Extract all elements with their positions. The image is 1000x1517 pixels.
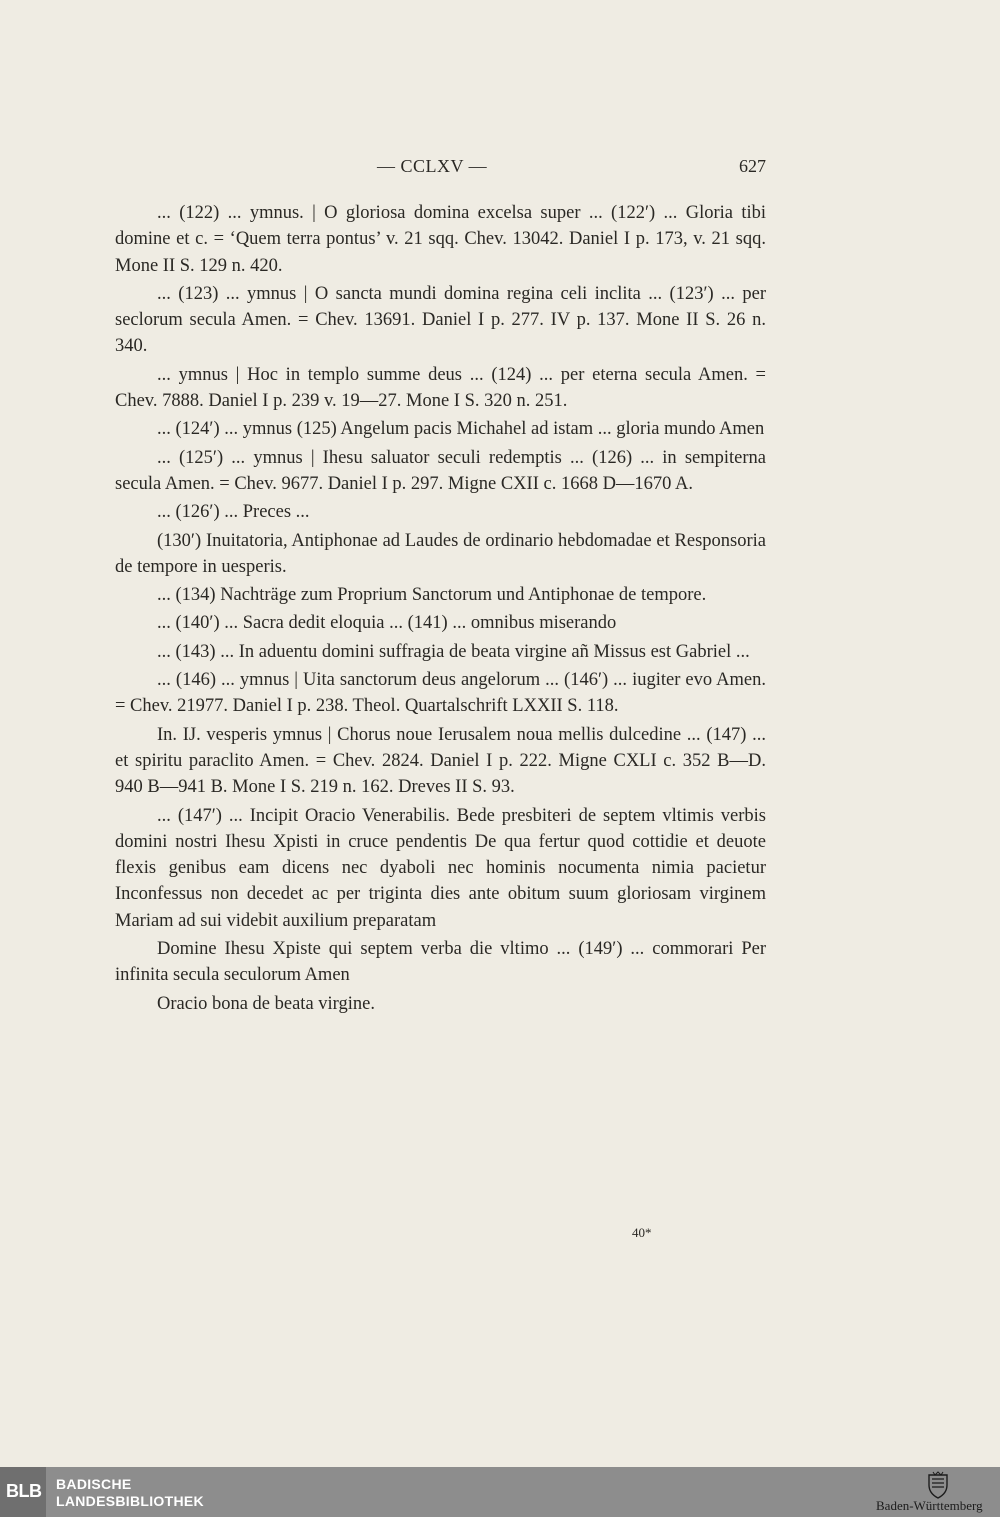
paragraph-149: Domine Ihesu Xpiste qui septem verba die vltimo ... (149′) ... commorari Per infinita secula seculorum Amen bbox=[115, 939, 766, 986]
paragraph-130: (130′) Inuitatoria, Antiphonae ad Laudes de ordinario hebdomadae et Responsoria de tempore in uesperis. bbox=[115, 530, 766, 577]
paragraph-126: ... (126′) ... Preces ... bbox=[157, 502, 310, 523]
paragraph-122: ... (122) ... ymnus. | O gloriosa domina excelsa super ... (122′) ... Gloria tibi domine et c. = ‘Quem terra pontus’ v. 21 sqq. Chev. 13042. Daniel I p. 173, v. 21 sqq. Mone II S. 129 n. 420. bbox=[115, 203, 766, 276]
paragraph-134: ... (134) Nachträge zum Proprium Sanctorum und Antiphonae de tempore. bbox=[157, 585, 707, 606]
signature-mark: 40* bbox=[632, 1225, 652, 1240]
paragraph-147b: ... (147′) ... Incipit Oracio Venerabilis. Bede presbiteri de septem vltimis verbis domini nostri Ihesu Xpisti in cruce pendentis De qua fertur quod cottidie et deuote flexis genibus eam dicens nec dyaboli nec hominis nocumenta nimia pacietur Inconfessus non decedet ac per triginta dies ante obitum suum gloriosam virginem Mariam ad sui videbit auxilium preparatam bbox=[115, 805, 766, 931]
paragraph-124b: ... (124′) ... ymnus (125) Angelum pacis Michahel ad istam ... gloria mundo Amen bbox=[157, 419, 765, 440]
paragraph-143: ... (143) ... In aduentu domini suffragia de beata virgine añ Missus est Gabriel ... bbox=[157, 641, 750, 662]
blb-logo-text: BLB bbox=[6, 1481, 42, 1501]
footer-bar bbox=[0, 1467, 1000, 1517]
library-name-line2: LANDESBIBLIOTHEK bbox=[56, 1493, 204, 1509]
paragraph-oracio: Oracio bona de beata virgine. bbox=[157, 993, 375, 1014]
paragraph-124: ... ymnus | Hoc in templo summe deus ... (124) ... per eterna secula Amen. = Chev. 7888. Daniel I p. 239 v. 19—27. Mone I S. 320 n. 251. bbox=[115, 364, 766, 412]
library-name-line1: BADISCHE bbox=[56, 1476, 132, 1492]
baden-wuerttemberg-crest-icon bbox=[926, 1471, 950, 1499]
paragraph-123: ... (123) ... ymnus | O sancta mundi domina regina celi inclita ... (123′) ... per seclorum secula Amen. = Chev. 13691. Daniel I p. 277. IV p. 137. Mone II S. 26 n. 340. bbox=[115, 283, 766, 357]
paragraph-140: ... (140′) ... Sacra dedit eloquia ... (141) ... omnibus miserando bbox=[157, 613, 617, 634]
page-header bbox=[115, 156, 766, 182]
paragraph-146: ... (146) ... ymnus | Uita sanctorum deus angelorum ... (146′) ... iugiter evo Amen. = Chev. 21977. Daniel I p. 238. Theol. Quartalschrift LXXII S. 118. bbox=[115, 670, 766, 717]
region-name[interactable]: Baden-Württemberg bbox=[876, 1498, 983, 1513]
page-number: 627 bbox=[739, 156, 766, 176]
page-body bbox=[115, 200, 766, 1019]
paragraph-125: ... (125′) ... ymnus | Ihesu saluator seculi redemptis ... (126) ... in sempiterna secula Amen. = Chev. 9677. Daniel I p. 297. Migne CXII c. 1668 D—1670 A. bbox=[115, 447, 766, 494]
running-title: — CCLXV — bbox=[377, 156, 488, 176]
paragraph-147: In. IJ. vesperis ymnus | Chorus noue Ierusalem noua mellis dulcedine ... (147) ... et spiritu paraclito Amen. = Chev. 2824. Daniel I p. 222. Migne CXLI c. 352 B—D. 940 B—941 B. Mone I S. 219 n. 162. Dreves II S. 93. bbox=[115, 724, 766, 798]
blb-logo[interactable] bbox=[0, 1467, 46, 1517]
library-name[interactable] bbox=[56, 1476, 204, 1510]
